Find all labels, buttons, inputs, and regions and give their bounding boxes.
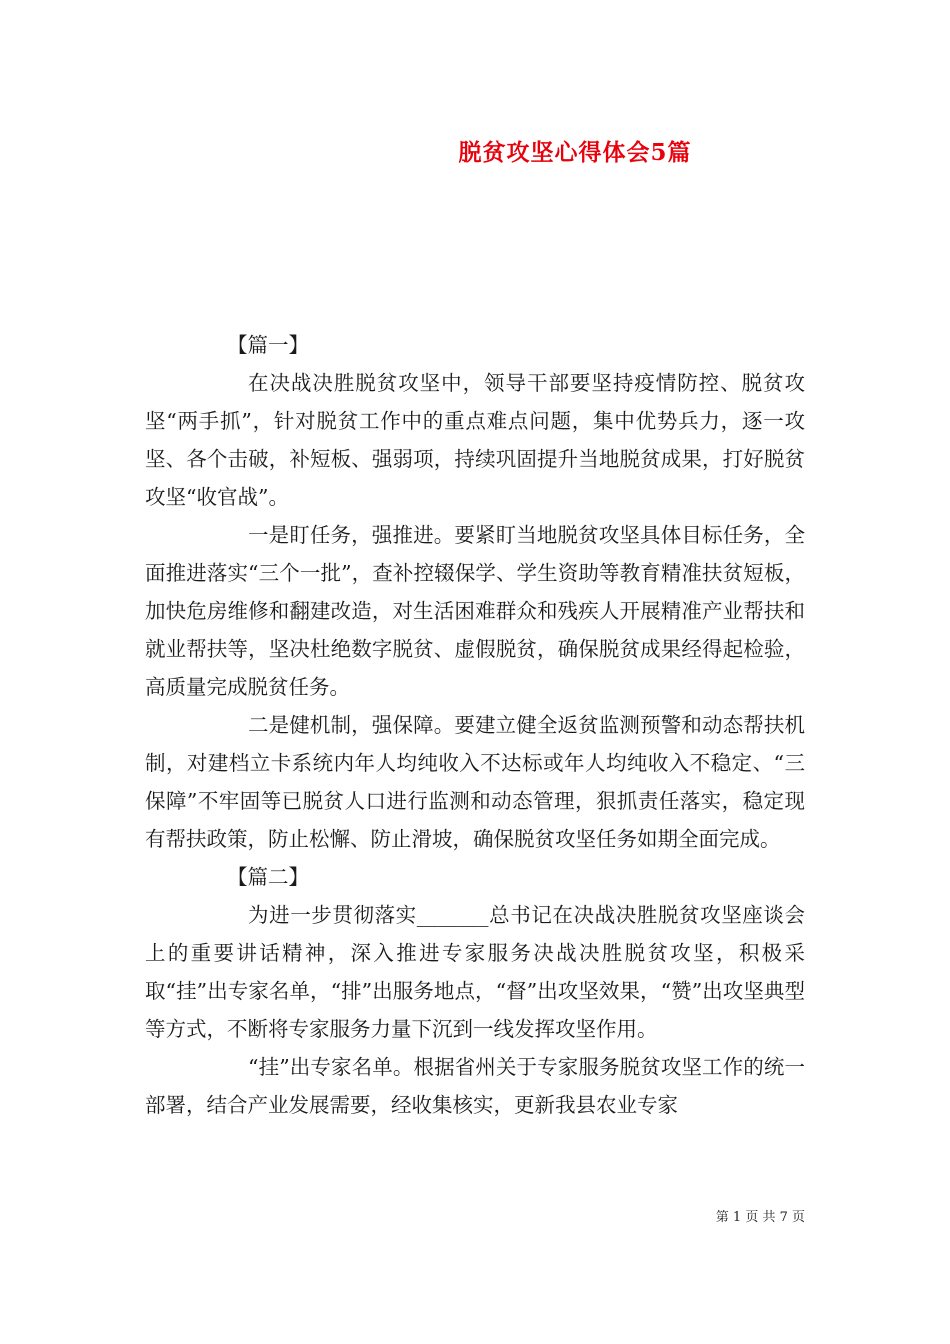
page-number-footer: 第 1 页 共 7 页 — [715, 1210, 805, 1225]
paragraph: “挂”出专家名单。根据省州关于专家服务脱贫攻坚工作的统一部署，结合产业发展需要，经收集核实，更新我县农业专家 — [145, 1055, 805, 1117]
paragraph: 二是健机制，强保障。要建立健全返贫监测预警和动态帮扶机制，对建档立卡系统内年人均纯收入不达标或年人均纯收入不稳定、“三保障”不牢固等已脱贫人口进行监测和动态管理，狠抓责任落实，稳定现有帮扶政策，防止松懈、防止滑坡，确保脱贫攻坚任务如期全面完成。 — [145, 713, 805, 851]
section-heading-1: 【篇一】 — [227, 333, 309, 357]
paragraph: 一是盯任务，强推进。要紧盯当地脱贫攻坚具体目标任务，全面推进落实“三个一批”，查补控辍保学、学生资助等教育精准扶贫短板，加快危房维修和翻建改造，对生活困难群众和残疾人开展精准产业帮扶和就业帮扶等，坚决杜绝数字脱贫、虚假脱贫，确保脱贫成果经得起检验，高质量完成脱贫任务。 — [145, 523, 805, 699]
section-heading-2: 【篇二】 — [227, 865, 309, 889]
paragraph: 为进一步贯彻落实_______总书记在决战决胜脱贫攻坚座谈会上的重要讲话精神，深入推进专家服务决战决胜脱贫攻坚，积极采取“挂”出专家名单，“排”出服务地点，“督”出攻坚效果，“赞”出攻坚典型等方式，不断将专家服务力量下沉到一线发挥攻坚作用。 — [145, 903, 805, 1041]
document-body — [145, 326, 805, 1124]
document-title: 脱贫攻坚心得体会5篇 — [458, 139, 692, 166]
paragraph: 在决战决胜脱贫攻坚中，领导干部要坚持疫情防控、脱贫攻坚“两手抓”，针对脱贫工作中的重点难点问题，集中优势兵力，逐一攻坚、各个击破，补短板、强弱项，持续巩固提升当地脱贫成果，打好脱贫攻坚“收官战”。 — [145, 371, 805, 509]
